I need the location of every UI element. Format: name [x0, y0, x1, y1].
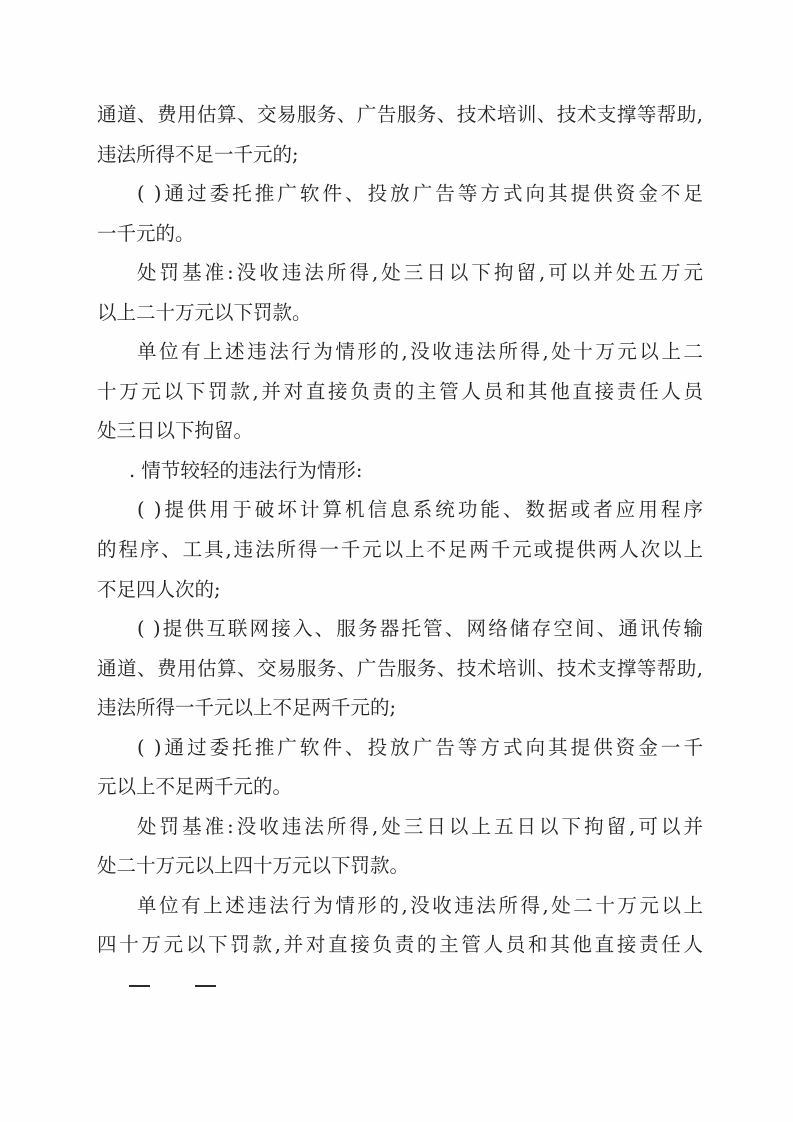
- document-body: [97, 95, 703, 965]
- text-line-19: 处罚基准:没收违法所得,处三日以上五日以下拘留,可以并: [137, 814, 703, 838]
- text-line-14: ( )提供互联网接入、服务器托管、网络储存空间、通讯传输: [137, 617, 703, 641]
- text-line-21: 单位有上述违法行为情形的,没收违法所得,处二十万元以上: [137, 893, 703, 917]
- text-line-13: 不足四人次的;: [97, 577, 221, 601]
- text-line-12: 的程序、工具,违法所得一千元以上不足两千元或提供两人次以上: [97, 538, 703, 562]
- text-line-10: . 情节较轻的违法行为情形:: [129, 458, 363, 482]
- footer-dash-right: [195, 985, 216, 987]
- text-line-8: 十万元以下罚款,并对直接负责的主管人员和其他直接责任人员: [97, 379, 703, 403]
- text-line-9: 处三日以下拘留。: [97, 419, 254, 443]
- text-line-20: 处二十万元以上四十万元以下罚款。: [97, 854, 410, 878]
- text-line-6: 以上二十万元以下罚款。: [97, 300, 312, 324]
- text-line-4: 一千元的。: [97, 221, 195, 245]
- text-line-15: 通道、费用估算、交易服务、广告服务、技术培训、技术支撑等帮助,: [97, 656, 703, 680]
- text-line-22: 四十万元以下罚款,并对直接负责的主管人员和其他直接责任人: [97, 933, 703, 957]
- text-line-1: 通道、费用估算、交易服务、广告服务、技术培训、技术支撑等帮助,: [97, 103, 703, 126]
- text-line-18: 元以上不足两千元的。: [97, 775, 293, 799]
- footer-dash-left: [129, 985, 150, 987]
- page-number-footer: [0, 984, 793, 988]
- text-line-16: 违法所得一千元以上不足两千元的;: [97, 696, 397, 720]
- text-line-17: ( )通过委托推广软件、投放广告等方式向其提供资金一千: [137, 735, 703, 759]
- text-line-5: 处罚基准:没收违法所得,处三日以下拘留,可以并处五万元: [137, 261, 703, 285]
- text-line-2: 违法所得不足一千元的;: [97, 142, 299, 166]
- text-line-7: 单位有上述违法行为情形的,没收违法所得,处十万元以上二: [137, 340, 703, 364]
- text-line-3: ( )通过委托推广软件、投放广告等方式向其提供资金不足: [137, 182, 703, 206]
- text-line-11: ( )提供用于破坏计算机信息系统功能、数据或者应用程序: [137, 498, 703, 522]
